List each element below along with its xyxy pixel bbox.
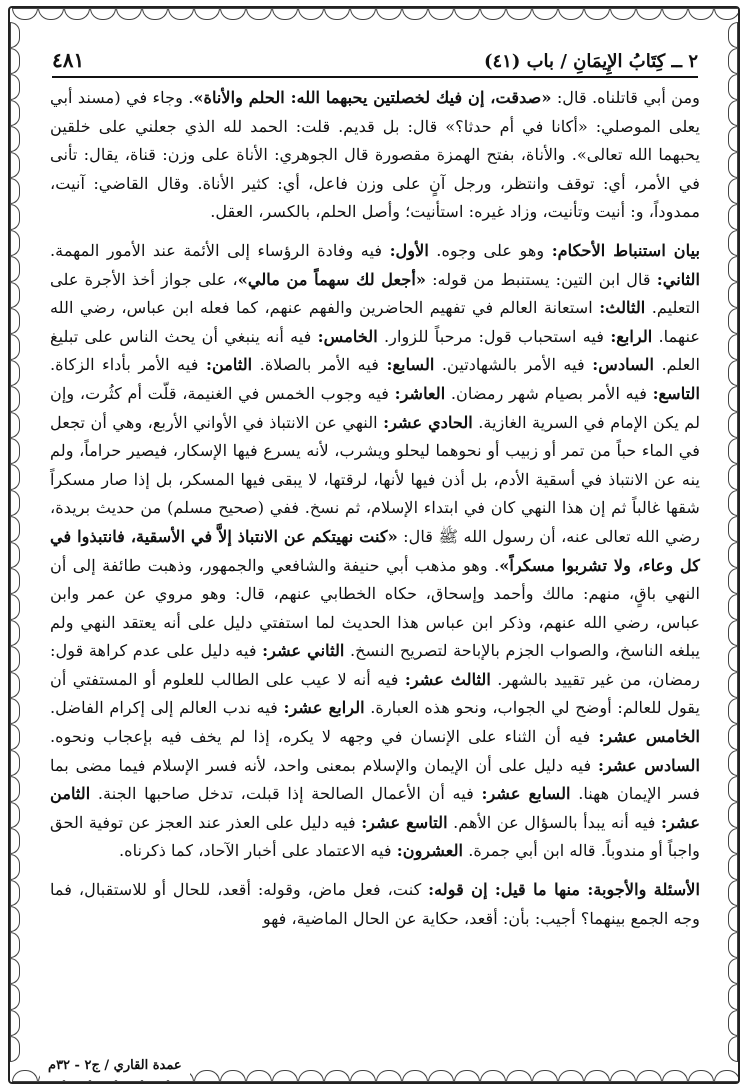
right-ornament-border [728,22,740,1072]
page-body [50,84,700,1040]
page-header [52,38,698,78]
page-number: ٤٨١ [52,48,85,72]
page-footer: عمدة القاري / ج٢ - ٣٢م [40,1058,190,1080]
top-ornament-border [12,8,738,22]
left-ornament-border [10,22,22,1072]
paragraph-hadith-commentary: ومن أبي قاتلناه. قال: «صدقت، إن فيك لخصلتين يحبهما الله: الحلم والأناة». وجاء في (مسند أبي يعلى الموصلي: «أكانا في أم حدثا؟» قال: بل قديم. قلت: الحمد لله الذي جعلني على خلقين يحبهما الله تعالى». والأناة، بفتح الهمزة مقصورة قال الجوهري: الأناة على وزن: قناة، يقال: تأنى في الأمر، أي: توقف وانتظر، ورجل آنٍ على وزن فاعل، أي: كثير الأناة. وقال القاضي: آنيت، ممدوداً، و: أنيت وتأنيت، وزاد غيره: استأنيت؛ وأصل الحلم، بالكسر، العقل. [50,88,700,222]
running-title: ٢ ــ كِتَابُ الإِيمَانِ / باب (٤١) [483,51,698,72]
paragraph-rulings: بيان استنباط الأحكام: وهو على وجوه. الأول: فيه وفادة الرؤساء إلى الأئمة عند الأمور المهمة. الثاني: قال ابن التين: يستنبط من قوله: «أجعل لك سهماً من مالي»، على جواز أخذ الأجرة على التعليم. الثالث: استعانة العالم في تفهيم الحاضرين والفهم عنهم، كما فعله ابن عباس، رضي الله عنهما. الرابع: فيه استحباب قول: مرحباً للزوار. الخامس: فيه أنه ينبغي أن يحث الناس على تبليغ العلم. السادس: فيه الأمر بالشهادتين. السابع: فيه الأمر بالصلاة. الثامن: فيه الأمر بأداء الزكاة. التاسع: فيه الأمر بصيام شهر رمضان. العاشر: فيه وجوب الخمس في الغنيمة، قلّت أم كثُرت، وإن لم يكن الإمام في السرية الغازية. الحادي عشر: النهي عن الانتباذ في الأواني الأربع، وهي أن تجعل في الماء حباً من تمر أو زبيب أو نحوهما ليحلو ويشرب، لأنه يسرع فيها الإسكار، فيصير حراماً، ولم ينه عن الانتباذ في أسقية الأدم، بل أذن فيها لأنها، لرقتها، لا يبقى فيها المسكر، بل إذا صار مسكراً شقها غالباً ثم إن هذا النهي كان في ابتداء الإسلام، ثم نسخ. ففي (صحيح مسلم) من حديث بريدة، رضي الله تعالى عنه، أن رسول الله ﷺ قال: «كنت نهيتكم عن الانتباذ إلاَّ في الأسقية، فانتبذوا في كل وعاء، ولا تشربوا مسكراً». وهو مذهب أبي حنيفة والشافعي والجمهور، وذهبت طائفة إلى أن النهي باقٍ، منهم: مالك وأحمد وإسحاق، حكاه الخطابي عنهم، قال: وهو مروي عن عمر وابن عباس، رضي الله عنهم، وذكر ابن عباس هذا الحديث لما استفتي دليل على أنه يعتقد النهي ولم يبلغه الناسخ، والصواب الجزم بالإباحة لتصريح النسخ. الثاني عشر: فيه دليل على عدم كراهة قول: رمضان، من غير تقييد بالشهر. الثالث عشر: فيه أنه لا عيب على الطالب للعلوم أو المستفتي أن يقول للعالم: أوضح لي الجواب، ونحو هذه العبارة. الرابع عشر: فيه ندب العالم إلى إكرام الفاضل. الخامس عشر: فيه أن الثناء على الإنسان في وجهه لا يكره، إذا لم يخف فيه بإعجاب ونحوه. السادس عشر: فيه دليل على أن الإيمان والإسلام بمعنى واحد، لأنه فسر الإسلام فيما مضى بما فسر الإيمان ههنا. السابع عشر: فيه أن الأعمال الصالحة إذا قبلت، تدخل صاحبها الجنة. الثامن عشر: فيه أنه يبدأ بالسؤال عن الأهم. التاسع عشر: فيه دليل على العذر عند العجز عن توفية الحق واجباً أو مندوباً. قاله ابن أبي جمرة. العشرون: فيه الاعتماد على أخبار الآحاد، كما ذكرناه. [50,240,701,861]
paragraph-questions-answers: الأسئلة والأجوبة: منها ما قيل: إن قوله: كنت، فعل ماض، وقوله: أقعد، للحال أو للاستقبال، فما وجه الجمع بينهما؟ أجيب: بأن: أقعد، حكاية عن الحال الماضية، فهو [50,880,700,928]
